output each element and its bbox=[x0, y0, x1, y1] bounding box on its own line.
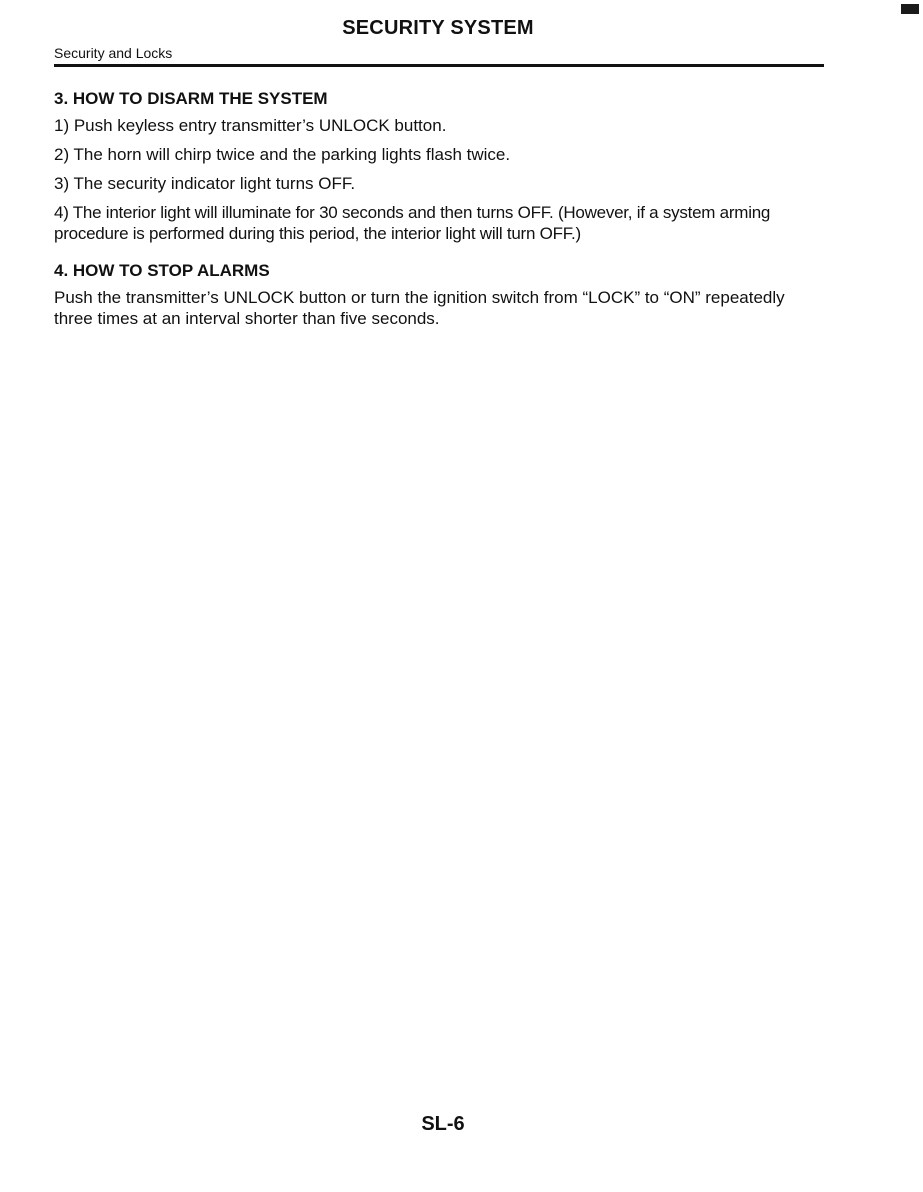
section-label: Security and Locks bbox=[54, 45, 173, 61]
stop-alarms-text: Push the transmitter’s UNLOCK button or turn the ignition switch from “LOCK” to “ON” repeatedly three times at an interval shorter than five seconds. bbox=[54, 288, 785, 328]
disarm-heading: 3. HOW TO DISARM THE SYSTEM bbox=[54, 89, 328, 108]
stop-alarms-heading: 4. HOW TO STOP ALARMS bbox=[54, 261, 270, 280]
disarm-step-2: 2) The horn will chirp twice and the parking lights flash twice. bbox=[54, 145, 511, 164]
disarm-step-4: 4) The interior light will illuminate for 30 seconds and then turns OFF. (However, if a system arming procedure is performed during this period, the interior light will turn OFF.) bbox=[54, 203, 771, 243]
disarm-step-1: 1) Push keyless entry transmitter’s UNLOCK button. bbox=[54, 116, 447, 135]
page-content bbox=[54, 88, 826, 329]
page-title: SECURITY SYSTEM bbox=[342, 17, 534, 39]
corner-tab-mark bbox=[901, 4, 919, 14]
page-number: SL-6 bbox=[421, 1113, 465, 1135]
disarm-step-3: 3) The security indicator light turns OFF. bbox=[54, 174, 356, 193]
header-divider bbox=[54, 64, 824, 67]
